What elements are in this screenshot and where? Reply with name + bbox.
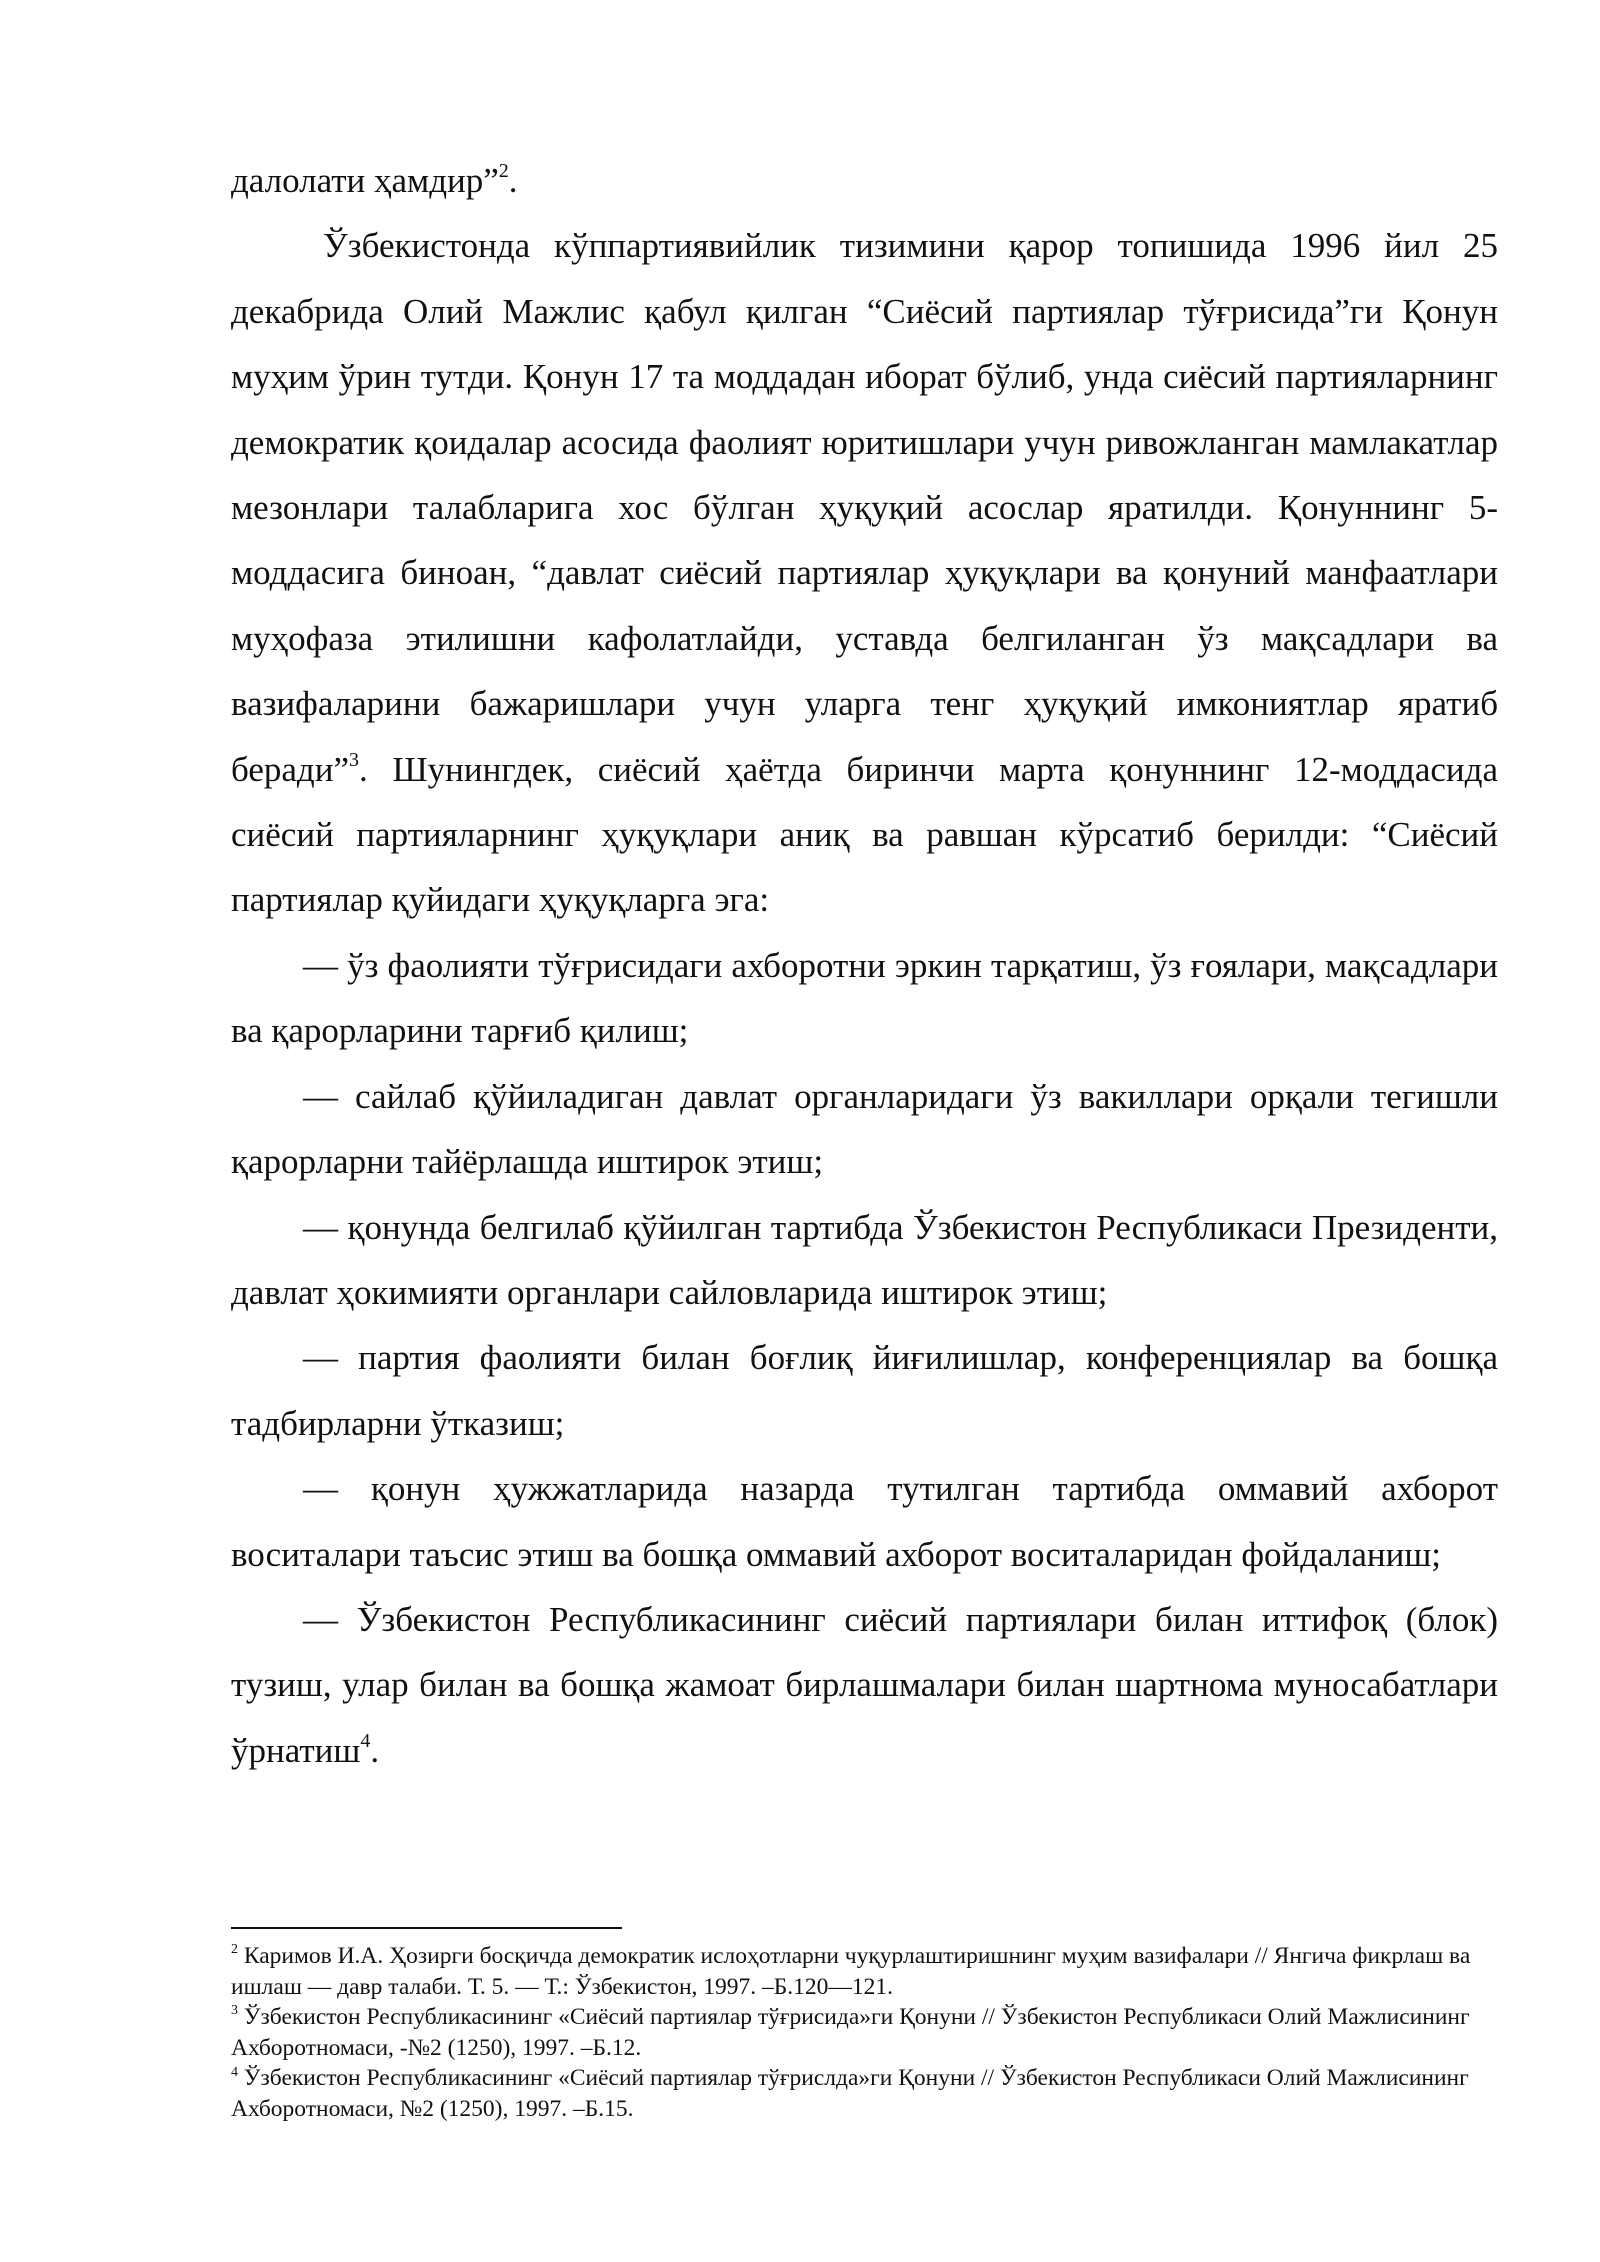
main-paragraph-part-2: . Шунингдек, сиёсий ҳаётда биринчи марта қонуннинг 12-моддасида сиёсий партияларнинг ҳуқуқлари аниқ ва равшан кўрсатиб берилди: “Сиёсий партиялар қуйидаги ҳуқуқларга эга: [231, 749, 1498, 920]
list-item: — қонун ҳужжатларида назарда тутилган тартибда оммавий ахборот воситалари таъсис этиш ва бошқа оммавий ахборот воситаларидан фойдаланиш; [231, 1469, 1498, 1574]
footnote-ref-3: 3 [349, 749, 359, 771]
list-item: — қонунда белгилаб қўйилган тартибда Ўзбекистон Республикаси Президенти, давлат ҳокимияти органлари сайловларида иштирок этиш; [231, 1207, 1498, 1312]
footnote-text: Ўзбекистон Республикасининг «Сиёсий партиялар тўғрисида»ги Қонуни // Ўзбекистон Республикаси Олий Мажлисининг Ахборотномаси, -№2 (1250), 1997. –Б.12. [231, 2004, 1470, 2061]
footnote-number: 3 [231, 2003, 238, 2019]
footnote-number: 2 [231, 1942, 238, 1958]
footnote-text: Каримов И.А. Ҳозирги босқичда демократик ислоҳотларни чуқурлаштиришнинг муҳим вазифалари // Янгича фикрлаш ва ишлаш — давр талаби. Т. 5. — Т.: Ўзбекистон, 1997. –Б.120—121. [231, 1943, 1471, 2000]
list-item-last-end: . [370, 1730, 380, 1770]
intro-text: далолати ҳамдир” [231, 161, 499, 200]
list-item-last [231, 1587, 1498, 1783]
main-paragraph-part-1: Ўзбекистонда кўппартиявийлик тизимини қарор топишида 1996 йил 25 декабрида Олий Мажлис қабул қилган “Сиёсий партиялар тўғрисида”ги Қонун муҳим ўрин тутди. Қонун 17 та моддадан иборат бўлиб, унда сиёсий партияларнинг демократик қоидалар асосида фаолият юритишлари учун ривожланган мамлакатлар мезонлари талабларига хос бўлган ҳуқуқий асослар яратилди. Қонуннинг 5-моддасига биноан, “давлат сиёсий партиялар ҳуқуқлари ва қонуний манфаатлари муҳофаза этилишни кафолатлайди, уставда белгиланган ўз мақсадлари ва вазифаларини бажаришлари учун уларга тенг ҳуқуқий имкониятлар яратиб беради” [231, 226, 1498, 789]
list-item: — сайлаб қўйиладиган давлат органларидаги ўз вакиллари орқали тегишли қарорларни тайёрлашда иштирок этиш; [231, 1076, 1498, 1182]
footnotes [231, 1941, 1498, 2125]
intro-end: . [508, 161, 518, 200]
list-item: — ўз фаолияти тўғрисидаги ахборотни эркин тарқатиш, ўз ғоялари, мақсадлари ва қарорларини тарғиб қилиш; [231, 945, 1498, 1051]
footnote-3 [231, 2002, 1498, 2063]
footnote-ref-4: 4 [360, 1730, 371, 1753]
footnote-separator [231, 1927, 622, 1929]
footnote-number: 4 [231, 2064, 238, 2080]
document-body [231, 148, 1498, 1783]
footnote-2 [231, 1941, 1498, 2002]
main-paragraph [231, 213, 1498, 932]
footnote-ref-2: 2 [498, 160, 509, 183]
footnote-4 [231, 2063, 1498, 2124]
intro-line [231, 148, 1498, 213]
list-item: — партия фаолияти билан боғлиқ йиғилишлар, конференциялар ва бошқа тадбирларни ўтказиш; [231, 1338, 1498, 1443]
list-item-last-text: — Ўзбекистон Республикасининг сиёсий партиялари билан иттифоқ (блок) тузиш, улар билан ва бошқа жамоат бирлашмалари билан шартнома муносабатлари ўрнатиш [231, 1599, 1498, 1770]
footnote-text: Ўзбекистон Республикасининг «Сиёсий партиялар тўғрислда»ги Қонуни // Ўзбекистон Республикаси Олий Мажлисининг Ахборотномаси, №2 (1250), 1997. –Б.15. [231, 2065, 1469, 2122]
